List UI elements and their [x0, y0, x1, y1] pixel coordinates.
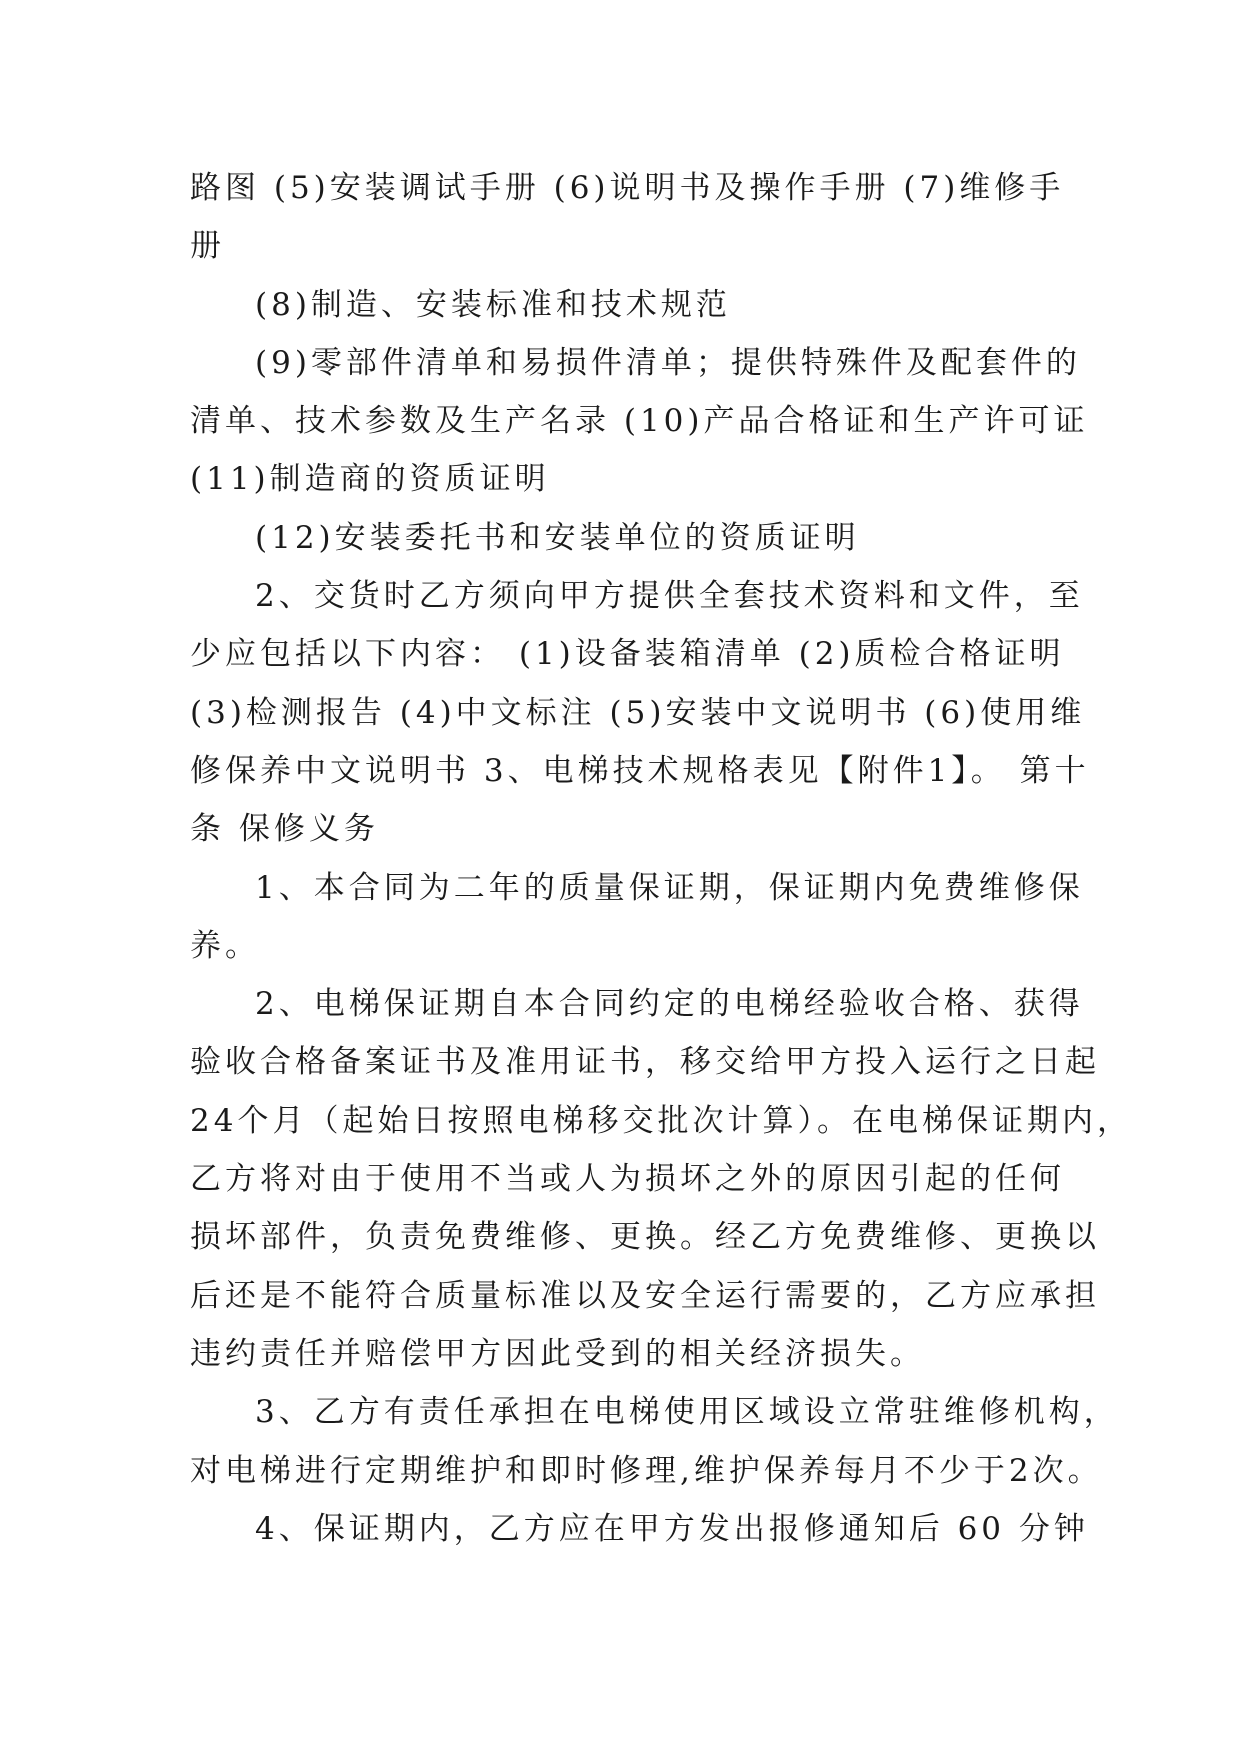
- text-line: 1、本合同为二年的质量保证期，保证期内免费维修保: [255, 869, 1084, 906]
- text-line: 册: [190, 228, 225, 265]
- text-line: 违约责任并赔偿甲方因此受到的相关经济损失。: [190, 1335, 925, 1372]
- text-line: 少应包括以下内容： (1)设备装箱清单 (2)质检合格证明: [190, 636, 1065, 673]
- text-line: (8)制造、安装标准和技术规范: [255, 286, 731, 323]
- text-line: (11)制造商的资质证明: [190, 461, 550, 498]
- text-line: (12)安装委托书和安装单位的资质证明: [255, 519, 860, 556]
- text-line: 路图 (5)安装调试手册 (6)说明书及操作手册 (7)维修手: [190, 170, 1065, 206]
- text-line: 后还是不能符合质量标准以及安全运行需要的，乙方应承担: [190, 1277, 1100, 1314]
- text-line: (3)检测报告 (4)中文标注 (5)安装中文说明书 (6)使用维: [190, 694, 1086, 731]
- text-line: 修保养中文说明书 3、电梯技术规格表见【附件1】。 第十: [190, 752, 1090, 789]
- text-line: 24个月（起始日按照电梯移交批次计算）。在电梯保证期内，: [190, 1102, 1132, 1139]
- text-line: 条 保修义务: [190, 811, 379, 848]
- text-line: 2、电梯保证期自本合同约定的电梯经验收合格、获得: [255, 986, 1084, 1023]
- contract-text-body: [190, 159, 1132, 1558]
- text-line: 3、乙方有责任承担在电梯使用区域设立常驻维修机构，: [255, 1394, 1119, 1431]
- text-line: (9)零部件清单和易损件清单；提供特殊件及配套件的: [255, 344, 1081, 381]
- text-line: 2、交货时乙方须向甲方提供全套技术资料和文件，至: [255, 578, 1084, 615]
- text-line: 4、保证期内，乙方应在甲方发出报修通知后 60 分钟: [255, 1510, 1089, 1547]
- text-line: 验收合格备案证书及准用证书，移交给甲方投入运行之日起: [190, 1044, 1100, 1081]
- text-line: 养。: [190, 927, 260, 964]
- text-line: 损坏部件，负责免费维修、更换。经乙方免费维修、更换以: [190, 1219, 1100, 1256]
- text-line: 清单、技术参数及生产名录 (10)产品合格证和生产许可证: [190, 403, 1089, 440]
- text-line: 乙方将对由于使用不当或人为损坏之外的原因引起的任何: [190, 1161, 1065, 1198]
- text-line: 对电梯进行定期维护和即时修理,维护保养每月不少于2次。: [190, 1452, 1103, 1489]
